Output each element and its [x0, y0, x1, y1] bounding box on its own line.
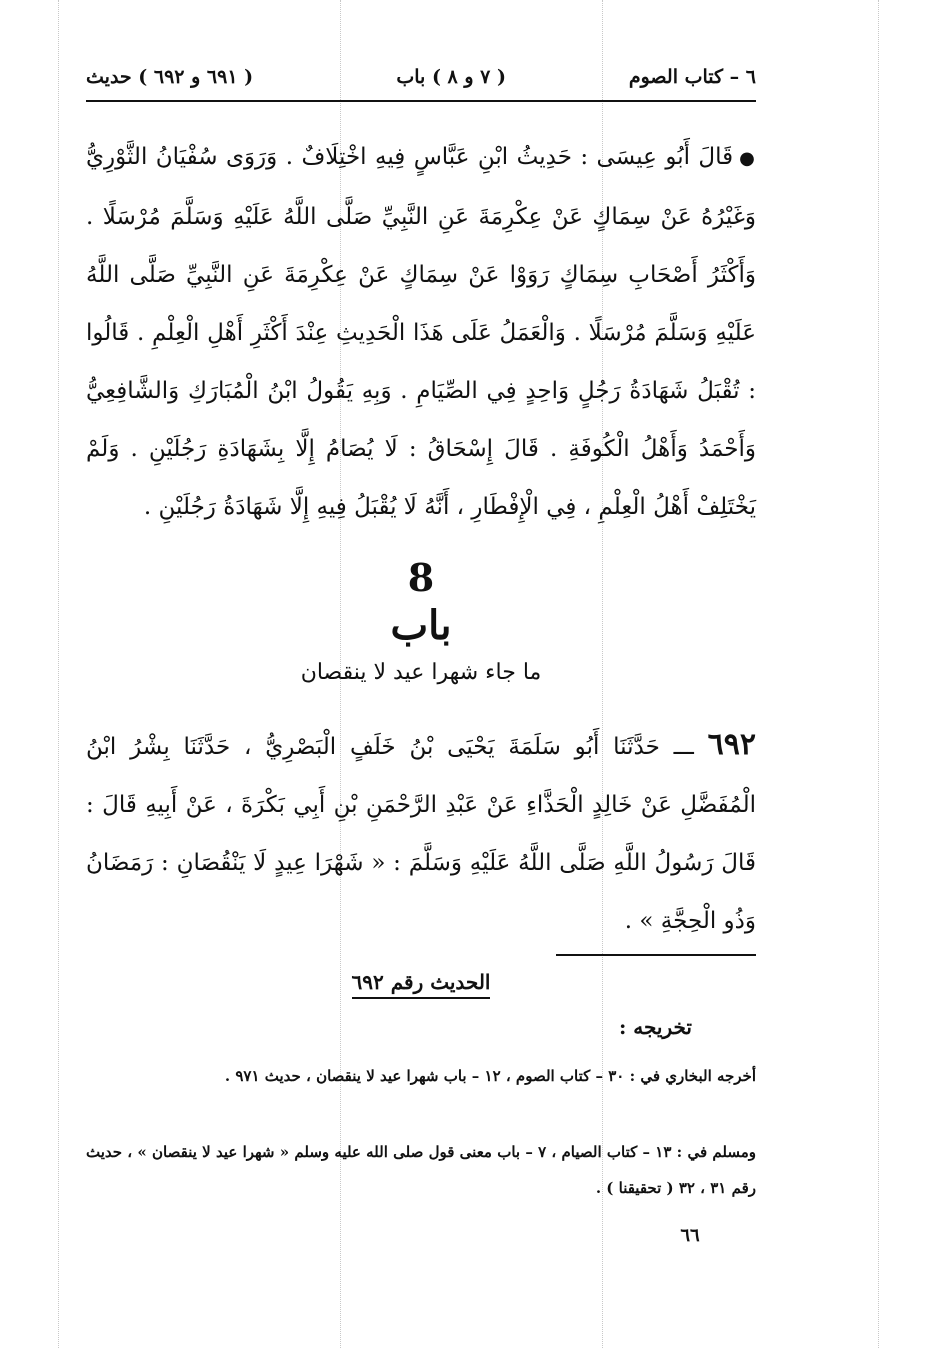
footnote-heading-text: الحديث رقم ٦٩٢	[352, 970, 491, 999]
hadith-paragraph	[86, 716, 756, 956]
scan-guide-line	[878, 0, 879, 1348]
footnote-heading	[0, 970, 842, 994]
footnote-note: ومسلم في : ١٣ – كتاب الصيام ، ٧ – باب معنى قول صلى الله عليه وسلم « شهرا عيد لا ينقصان » ، حديث رقم ٣١ ، ٣٢ ( تحقيقنا ) .	[86, 1143, 756, 1197]
hadith-number: ٦٩٢	[707, 727, 756, 762]
takhrij-label: تخريجه :	[618, 1015, 692, 1039]
header-chapter-range: ( ٧ و ٨ ) باب	[396, 66, 506, 88]
commentary-text: قَالَ أَبُو عِيسَى : حَدِيثُ ابْنِ عَبَّاسٍ فِيهِ اخْتِلَافٌ . وَرَوَى سُفْيَانُ الثَّوْرِيُّ وَغَيْرُهُ عَنْ سِمَاكٍ عَنْ عِكْرِمَةَ عَنِ النَّبِيِّ صَلَّى اللَّهُ عَلَيْهِ وَسَلَّمَ مُرْسَلًا . وَأَكْثَرُ أَصْحَابِ سِمَاكٍ رَوَوْا عَنْ سِمَاكٍ عَنْ عِكْرِمَةَ عَنِ النَّبِيِّ صَلَّى اللَّهُ عَلَيْهِ وَسَلَّمَ مُرْسَلًا . وَالْعَمَلُ عَلَى هَذَا الْحَدِيثِ عِنْدَ أَكْثَرِ أَهْلِ الْعِلْمِ . قَالُوا : تُقْبَلُ شَهَادَةُ رَجُلٍ وَاحِدٍ فِي الصِّيَامِ . وَبِهِ يَقُولُ ابْنُ الْمُبَارَكِ وَالشَّافِعِيُّ وَأَحْمَدُ وَأَهْلُ الْكُوفَةِ . قَالَ إِسْحَاقُ : لَا يُصَامُ إِلَّا بِشَهَادَةِ رَجُلَيْنِ . وَلَمْ يَخْتَلِفْ أَهْلُ الْعِلْمِ ، فِي الْإِفْطَارِ ، أَنَّهُ لَا يُقْبَلُ فِيهِ إِلَّا شَهَادَةُ رَجُلَيْنِ .	[86, 144, 756, 520]
page-number: ٦٦	[680, 1225, 700, 1246]
header-hadith-range: ( ٦٩١ و ٦٩٢ ) حديث	[86, 66, 254, 88]
footnote-note: أخرجه البخاري في : ٣٠ – كتاب الصوم ، ١٢ – باب شهرا عيد لا ينقصان ، حديث ٩٧١ .	[224, 1067, 756, 1085]
header-book-title: ٦ – كتاب الصوم	[628, 66, 756, 88]
commentary-paragraph	[86, 128, 756, 548]
chapter-heading: باب	[390, 602, 452, 649]
running-header	[86, 66, 756, 96]
hadith-text: ـــ حَدَّثَنَا أَبُو سَلَمَةَ يَحْيَى بْنُ خَلَفٍ الْبَصْرِيُّ ، حَدَّثَنَا بِشْرُ ابْنُ الْمُفَضَّلِ عَنْ خَالِدٍ الْحَذَّاءِ عَنْ عَبْدِ الرَّحْمَنِ بْنِ أَبِي بَكْرَةَ ، عَنْ أَبِيهِ قَالَ : قَالَ رَسُولُ اللَّهِ صَلَّى اللَّهُ عَلَيْهِ وَسَلَّمَ : « شَهْرَا عِيدٍ لَا يَنْقُصَانِ : رَمَضَانُ وَذُو الْحِجَّةِ » .	[86, 734, 756, 934]
chapter-number: 8	[407, 555, 435, 600]
chapter-title: ما جاء شهرا عيد لا ينقصان	[300, 660, 542, 685]
bullet-icon: ●	[739, 148, 756, 169]
header-rule	[86, 100, 756, 102]
footnote-separator	[556, 954, 756, 956]
